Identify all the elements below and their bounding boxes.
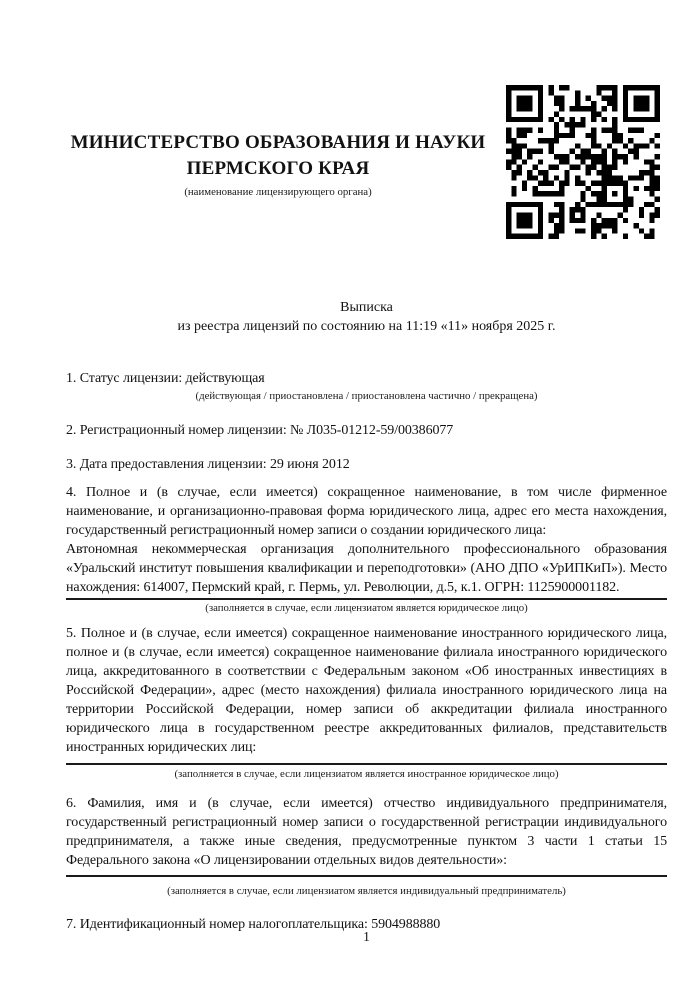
foreign-entity-caption: (заполняется в случае, если лицензиатом является иностранное юридическое лицо): [174, 768, 559, 780]
legal-entity-caption: (заполняется в случае, если лицензиатом является юридическое лицо): [205, 602, 528, 614]
ministry-name-line1: МИНИСТЕРСТВО ОБРАЗОВАНИЯ И НАУКИ: [70, 132, 486, 153]
document-title: [66, 298, 667, 336]
entrepreneur-caption: (заполняется в случае, если лицензиатом является индивидуальный предприниматель): [167, 885, 566, 897]
licensing-authority-header: [66, 130, 490, 199]
legal-entity-label: 4. Полное и (в случае, если имеется) сокращенное наименование, в том числе фирменное наименование, и организационно-правовая форма юридического лица, адрес его места нахождения, государственный регистрационный номер записи о создании юридического лица:: [66, 485, 667, 538]
ministry-name-line2: ПЕРМСКОГО КРАЯ: [186, 158, 370, 179]
page-number: 1: [363, 929, 370, 944]
entrepreneur-blank-field: [66, 870, 667, 877]
document-title-line2: из реестра лицензий по состоянию на 11:19 «11» ноября 2025 г.: [177, 319, 556, 334]
legal-entity-value: Автономная некоммерческая организация дополнительного профессионального образования «Уральский институт повышения квалификации и переподготовки» (АНО ДПО «УрИПКиП»). Место нахождения: 614007, Пермский край, г. Пермь, ул. Революции, д.5, к.1. ОГРН: 1125900001182.: [66, 540, 667, 600]
license-status-options-caption: (действующая / приостановлена / приостановлена частично / прекращена): [195, 390, 538, 402]
foreign-entity-label: 5. Полное и (в случае, если имеется) сокращенное наименование иностранного юридического лица, полное и (в случае, если имеется) сокращенное наименование филиала иностранного юридического лица, аккредитованного в соответствии с Федеральным законом «Об иностранных инвестициях в Российской Федерации», адрес (место нахождения) филиала иностранного юридического лица на территории Российской Федерации, номер записи об аккредитации филиала иностранного юридического лица в государственном реестре аккредитованных филиалов, представительств иностранных юридических лиц:: [66, 626, 667, 755]
entrepreneur-label: 6. Фамилия, имя и (в случае, если имеется) отчество индивидуального предпринимателя, государственный регистрационный номер записи о государственной регистрации индивидуального предпринимателя, а также иные сведения, предусмотренные пунктом 3 части 1 статьи 15 Федерального закона «О лицензировании отдельных видов деятельности»:: [66, 796, 667, 868]
license-status-item: 1. Статус лицензии: действующая: [66, 371, 265, 386]
taxpayer-inn-item: 7. Идентификационный номер налогоплательщика: 5904988880: [66, 917, 441, 932]
document-title-line1: Выписка: [340, 300, 393, 315]
foreign-entity-blank-field: [66, 757, 667, 765]
licensing-authority-caption: (наименование лицензирующего органа): [184, 186, 372, 198]
document-page: [66, 0, 667, 934]
grant-date-item: 3. Дата предоставления лицензии: 29 июня 2012: [66, 457, 350, 472]
registration-number-item: 2. Регистрационный номер лицензии: № Л035-01212-59/00386077: [66, 423, 454, 438]
